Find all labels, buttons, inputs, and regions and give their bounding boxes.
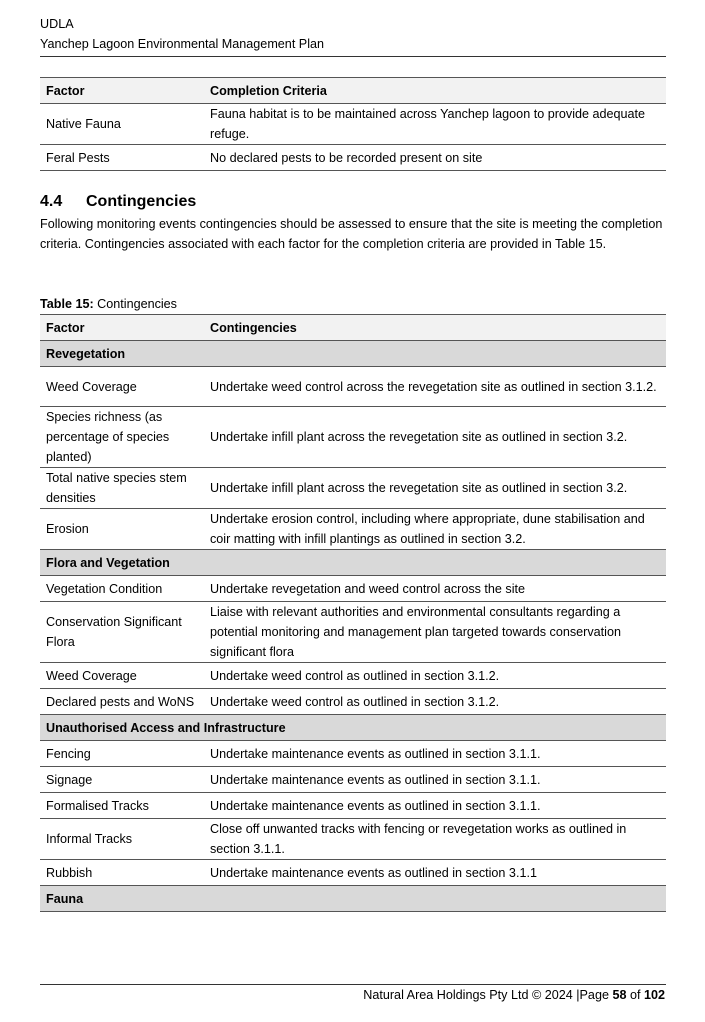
table-row <box>40 509 666 550</box>
column-header-factor: Factor <box>46 320 85 335</box>
value-cell: Undertake erosion control, including where appropriate, dune stabilisation and coir matting with infill plantings as outlined in section 3.2. <box>210 512 645 546</box>
table-row <box>40 819 666 860</box>
value-cell: Undertake weed control across the revegetation site as outlined in section 3.1.2. <box>210 379 657 394</box>
table-row <box>40 104 666 145</box>
factor-cell: Feral Pests <box>46 150 110 165</box>
footer-page-total: 102 <box>643 988 665 1002</box>
factor-cell: Weed Coverage <box>46 668 137 683</box>
value-cell: No declared pests to be recorded present on site <box>210 150 483 165</box>
header-divider <box>40 56 666 57</box>
factor-cell: Weed Coverage <box>46 379 137 394</box>
group-label: Flora and Vegetation <box>46 555 170 570</box>
value-cell: Undertake infill plant across the revegetation site as outlined in section 3.2. <box>210 481 628 495</box>
page-footer <box>363 985 665 1005</box>
table-caption <box>40 294 177 314</box>
factor-cell: Conservation Significant Flora <box>46 615 182 649</box>
table-header-row <box>40 315 666 341</box>
section-number: 4.4 <box>40 193 63 210</box>
header-org: UDLA <box>40 17 74 31</box>
table-row <box>40 860 666 886</box>
group-row-flora <box>40 550 666 576</box>
group-label: Unauthorised Access and Infrastructure <box>46 720 286 735</box>
table-row <box>40 468 666 509</box>
caption-text: Contingencies <box>93 297 177 311</box>
page-header <box>40 14 665 54</box>
value-cell: Undertake maintenance events as outlined in section 3.1.1. <box>210 746 541 761</box>
section-heading <box>40 190 196 214</box>
group-label: Revegetation <box>46 346 126 361</box>
value-cell: Close off unwanted tracks with fencing or revegetation works as outlined in section 3.1.1. <box>210 822 627 856</box>
value-cell: Undertake revegetation and weed control across the site <box>210 581 526 596</box>
value-cell: Undertake maintenance events as outlined in section 3.1.1. <box>210 772 541 787</box>
table-row <box>40 663 666 689</box>
factor-cell: Species richness (as percentage of species planted) <box>46 410 170 464</box>
header-doc-title: Yanchep Lagoon Environmental Management Plan <box>40 37 325 51</box>
factor-cell: Rubbish <box>46 865 93 880</box>
table-row <box>40 793 666 819</box>
group-row-revegetation <box>40 341 666 367</box>
factor-cell: Total native species stem densities <box>46 471 187 505</box>
table-header-row <box>40 78 666 104</box>
table-row <box>40 741 666 767</box>
value-cell: Undertake infill plant across the revegetation site as outlined in section 3.2. <box>210 430 628 444</box>
value-cell: Undertake weed control as outlined in section 3.1.2. <box>210 694 500 709</box>
table-row <box>40 689 666 715</box>
group-row-fauna <box>40 886 666 912</box>
table-row <box>40 576 666 602</box>
column-header-completion-criteria: Completion Criteria <box>210 83 327 98</box>
table-row <box>40 367 666 407</box>
caption-label: Table 15: <box>40 297 94 311</box>
factor-cell: Erosion <box>46 522 89 536</box>
factor-cell: Signage <box>46 772 93 787</box>
value-cell: Liaise with relevant authorities and environmental consultants regarding a potential monitoring and management plan targeted towards conservation significant flora <box>210 605 621 659</box>
table-row <box>40 767 666 793</box>
column-header-factor: Factor <box>46 83 85 98</box>
table-row <box>40 602 666 663</box>
section-title: Contingencies <box>86 193 197 210</box>
column-header-contingencies: Contingencies <box>210 320 297 335</box>
completion-criteria-table <box>40 77 666 171</box>
group-label: Fauna <box>46 891 84 906</box>
factor-cell: Informal Tracks <box>46 832 133 846</box>
factor-cell: Vegetation Condition <box>46 581 163 596</box>
factor-cell: Declared pests and WoNS <box>46 694 195 709</box>
value-cell: Undertake maintenance events as outlined in section 3.1.1 <box>210 865 537 880</box>
value-cell: Undertake weed control as outlined in section 3.1.2. <box>210 668 500 683</box>
section-paragraph: Following monitoring events contingencies should be assessed to ensure that the site is meeting the completion criteria. Contingencies associated with each factor for the completion criteria are provided in Table 15. <box>40 217 663 251</box>
factor-cell: Fencing <box>46 746 91 761</box>
value-cell: Fauna habitat is to be maintained across Yanchep lagoon to provide adequate refuge. <box>210 107 646 141</box>
footer-company: Natural Area Holdings Pty Ltd © 2024 |Page <box>363 988 613 1002</box>
footer-page-number: 58 <box>612 988 627 1002</box>
footer-of: of <box>626 988 644 1002</box>
contingencies-table <box>40 314 666 912</box>
factor-cell: Formalised Tracks <box>46 798 149 813</box>
factor-cell: Native Fauna <box>46 117 121 131</box>
table-row <box>40 145 666 171</box>
value-cell: Undertake maintenance events as outlined in section 3.1.1. <box>210 798 541 813</box>
group-row-access <box>40 715 666 741</box>
table-row <box>40 407 666 468</box>
